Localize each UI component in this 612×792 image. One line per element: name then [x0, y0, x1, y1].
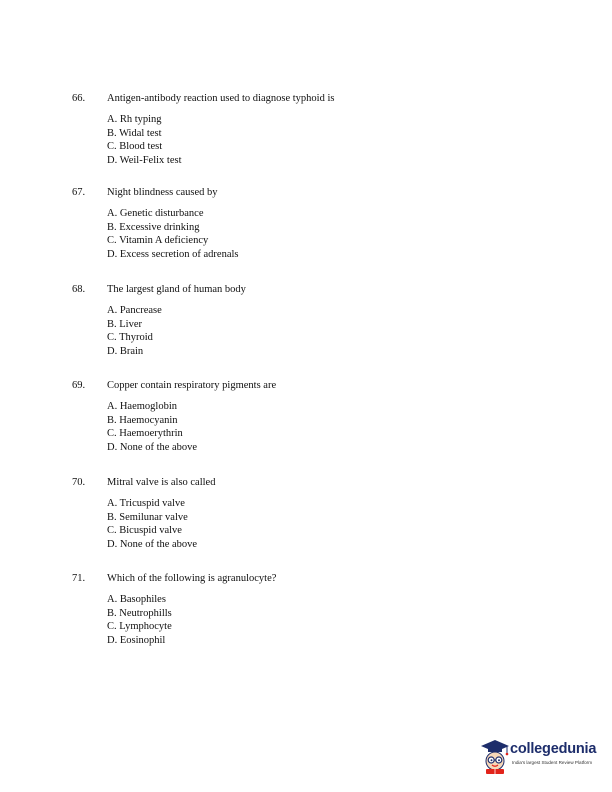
option-list: [107, 113, 182, 168]
graduate-mascot-icon: [478, 738, 512, 776]
option-a: A. Tricuspid valve: [107, 498, 185, 509]
option-d: D. Excess secretion of adrenals: [107, 249, 239, 261]
question-text: Which of the following is agranulocyte?: [107, 573, 277, 584]
question-text: Antigen-antibody reaction used to diagnose typhoid is: [107, 93, 335, 104]
option-list: [107, 400, 197, 455]
option-d: D. None of the above: [107, 442, 198, 454]
option-b: B. Liver: [107, 318, 142, 330]
option-d: D. None of the above: [107, 539, 198, 551]
option-list: [107, 304, 162, 359]
option-list: [107, 207, 239, 262]
question-text: Copper contain respiratory pigments are: [107, 380, 277, 391]
option-b: B. Excessive drinking: [107, 221, 200, 233]
question-header: [0, 476, 612, 490]
option-d: D. Eosinophil: [107, 635, 166, 647]
option-c: C. Thyroid: [107, 332, 153, 344]
question-number: 70.: [72, 477, 86, 488]
option-a: A. Rh typing: [107, 114, 162, 125]
option-list: [107, 497, 197, 552]
question-header: [0, 92, 612, 106]
option-list: [107, 593, 172, 648]
question-text: Mitral valve is also called: [107, 477, 216, 488]
option-d: D. Weil-Felix test: [107, 155, 182, 167]
question-header: [0, 186, 612, 200]
option-b: B. Haemocyanin: [107, 414, 178, 426]
option-a: A. Basophiles: [107, 594, 166, 605]
option-a: A. Pancrease: [107, 305, 162, 316]
question-number: 66.: [72, 93, 86, 104]
question-text: Night blindness caused by: [107, 187, 218, 198]
option-c: C. Haemoerythrin: [107, 428, 183, 440]
question-number: 67.: [72, 187, 86, 198]
option-c: C. Blood test: [107, 141, 163, 153]
option-c: C. Bicuspid valve: [107, 525, 182, 537]
option-d: D. Brain: [107, 346, 144, 358]
question-number: 69.: [72, 380, 86, 391]
logo-name: collegedunia: [510, 741, 597, 757]
question-header: [0, 379, 612, 393]
question-header: [0, 283, 612, 297]
option-b: B. Semilunar valve: [107, 511, 188, 523]
collegedunia-logo: [478, 736, 604, 778]
option-a: A. Haemoglobin: [107, 401, 177, 412]
option-c: C. Lymphocyte: [107, 621, 172, 633]
question-number: 71.: [72, 573, 86, 584]
option-c: C. Vitamin A deficiency: [107, 235, 209, 247]
logo-tagline: India's largest Student Review Platform: [512, 760, 593, 765]
question-text: The largest gland of human body: [107, 284, 246, 295]
question-header: [0, 572, 612, 586]
option-b: B. Neutrophills: [107, 607, 172, 619]
option-b: B. Widal test: [107, 127, 162, 139]
question-number: 68.: [72, 284, 86, 295]
option-a: A. Genetic disturbance: [107, 208, 204, 219]
